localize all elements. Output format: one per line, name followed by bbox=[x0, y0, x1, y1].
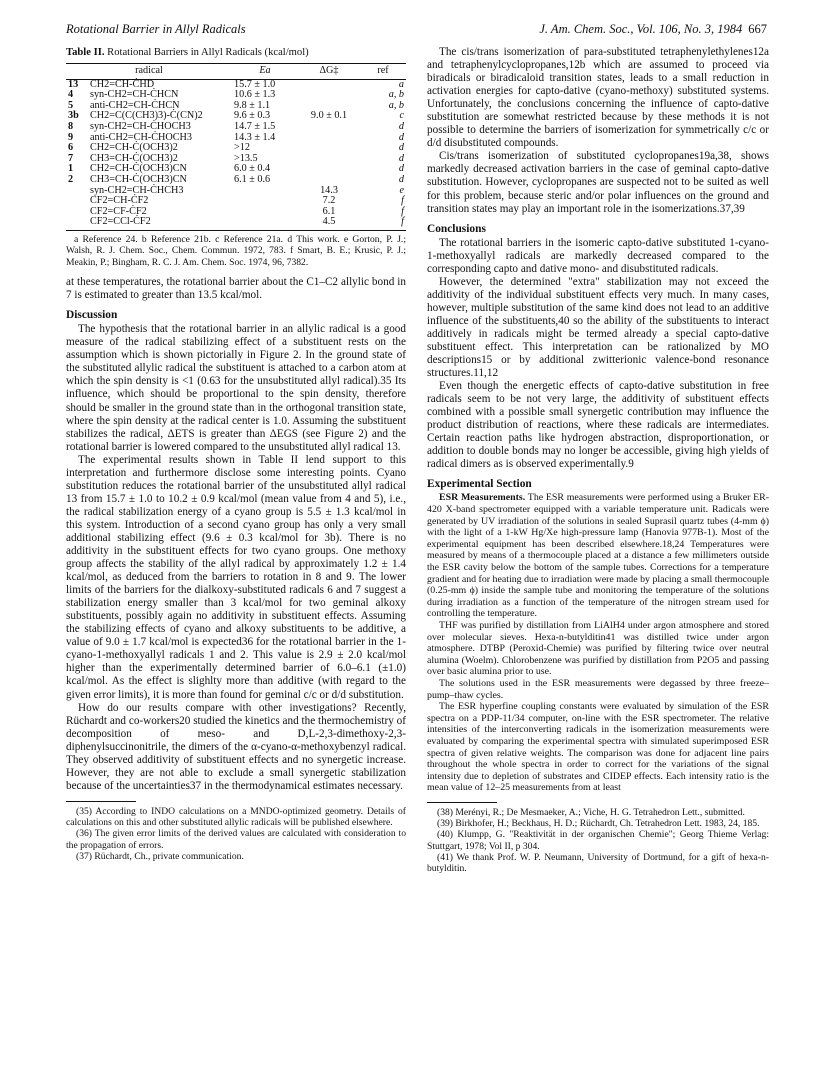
row-ref: f bbox=[401, 195, 404, 207]
table-caption bbox=[66, 46, 406, 59]
row-ref: d bbox=[398, 120, 404, 132]
row-radical: anti-CH2=CH-ĊHCN bbox=[90, 99, 180, 111]
table-label: Table II. bbox=[66, 47, 105, 58]
row-ea: 6.0 ± 0.4 bbox=[234, 163, 271, 175]
row-ref: f bbox=[360, 217, 406, 230]
esr-subheading: ESR Measurements. bbox=[439, 492, 526, 504]
conclusions-heading: Conclusions bbox=[427, 222, 486, 235]
row-dg bbox=[298, 133, 360, 144]
table-footnotes: a Reference 24. b Reference 21b. c Reference 21a. d This work. e Gorton, P. J.; Walsh, R. J. Chem. Soc., Chem. Commun. 1972, 783. f Smart, B. E.; Krusic, P. J.; Meakin, P.; Bingham, R. C. J. Am. Chem. Soc. 1974, 96, 7382. bbox=[66, 233, 406, 268]
row-ea: 14.7 ± 1.5 bbox=[234, 120, 276, 132]
row-ref: f bbox=[401, 205, 404, 217]
left-column bbox=[66, 46, 406, 862]
row-id bbox=[66, 196, 88, 207]
row-id: 1 bbox=[68, 163, 74, 175]
row-ea: 9.6 ± 0.3 bbox=[234, 110, 271, 122]
row-radical: CF2=CCl-ĊF2 bbox=[88, 217, 232, 230]
table-row bbox=[66, 217, 406, 230]
row-ea bbox=[232, 207, 298, 218]
row-dg bbox=[298, 164, 360, 175]
row-radical: syn-CH2=CH-ĊHCH3 bbox=[90, 184, 184, 196]
row-ea bbox=[232, 217, 298, 230]
row-dg bbox=[298, 90, 360, 101]
row-dg bbox=[298, 154, 360, 165]
running-head-left: Rotational Barrier in Allyl Radicals bbox=[66, 22, 246, 36]
row-ea: 6.1 ± 0.6 bbox=[234, 173, 271, 185]
row-id: 5 bbox=[68, 99, 74, 111]
row-ref: a, b bbox=[388, 99, 404, 111]
row-ea bbox=[232, 186, 298, 197]
row-dg bbox=[298, 122, 360, 133]
esr-text: The ESR measurements were performed using a Bruker ER-420 X-band spectrometer equipped with a variable temperature unit. Radicals were generated by UV irradiation of the solutions in sealed Suprasil quartz tubes (4-mm ϕ) with the light of a 1-kW Hg/Xe high-pressure lamp (Hanovia 977B-1). Most of the experimental equipment has been described elsewhere.18,24 Temperatures were measured by means of a thermocouple placed at a distance a few millimeters outside the ESR cavity below the bottom of the sample tubes. Corrections for a temperature gradient and for heating due to irradiation were made by placing a small thermocouple (0.25-mm ϕ) inside the sample tube and monitoring the temperature of the solutions during irradiation as a function of the temperature of the nitrogen stream used for controlling the temperature. bbox=[427, 492, 770, 620]
experimental-paragraph-1 bbox=[427, 492, 769, 620]
row-dg: 14.3 bbox=[320, 184, 338, 196]
discussion-heading: Discussion bbox=[66, 309, 118, 322]
row-id: 8 bbox=[68, 120, 74, 132]
running-head-right bbox=[539, 22, 767, 37]
row-dg bbox=[298, 175, 360, 186]
table-row bbox=[66, 175, 406, 186]
row-dg: 7.2 bbox=[322, 195, 336, 207]
footnote-36: (36) The given error limits of the derived values are calculated with consideration to the propagation of errors. bbox=[66, 828, 406, 851]
row-dg: 9.0 ± 0.1 bbox=[310, 110, 348, 122]
row-id bbox=[66, 186, 88, 197]
row-radical: CH3=CH-Ċ(OCH3)2 bbox=[90, 152, 178, 164]
row-ref: a, b bbox=[388, 89, 404, 101]
row-radical: CF2=CF-ĊF2 bbox=[90, 205, 147, 217]
row-ref: e bbox=[399, 184, 404, 196]
row-radical: CH2=CH-ĊHD bbox=[90, 78, 155, 90]
conclusions-paragraph-1: The rotational barriers in the isomeric capto-dative substituted 1-cyano-1-methoxyallyl radicals are markedly decreased compared to the corresponding capto and dative mono- and disubstituted radicals. bbox=[427, 236, 769, 275]
right-column bbox=[427, 46, 769, 874]
experimental-paragraph-3: The solutions used in the ESR measurements were degassed by three freeze–pump–thaw cycles. bbox=[427, 677, 769, 701]
row-dg bbox=[298, 143, 360, 154]
col-dg: ΔG‡ bbox=[298, 64, 360, 80]
discussion-paragraph-1: The hypothesis that the rotational barrier in an allylic radical is a good measure of the radical stabilizing effect of a substituent rests on the assumption which is shown pictorially in Figure 2. In the ground state of the substituted allylic radical the substituent is attached to a carbon atom at which the spin density is <1 (0.63 for the unsubstituted allyl radical).35 Its influence, which should be proportional to the spin density, therefore should be smaller in the ground state than in the orthogonal transition state, where the spin density at the radical center is 1.0. Assuming the substituent stabilizes the radical, ΔETS is greater than ΔEGS (see Figure 2) and the rotational barrier is lowered compared to the unsubstituted allyl radical 13. bbox=[66, 323, 406, 453]
table-body bbox=[66, 79, 406, 230]
row-dg: 4.5 bbox=[298, 217, 360, 230]
row-id bbox=[66, 217, 88, 230]
footnote-37: (37) Rüchardt, Ch., private communication. bbox=[76, 850, 244, 862]
row-id: 6 bbox=[68, 142, 74, 154]
row-ea bbox=[232, 196, 298, 207]
row-ea: >12 bbox=[234, 142, 250, 154]
row-dg: 6.1 bbox=[322, 205, 336, 217]
row-ea: >13.5 bbox=[234, 152, 258, 164]
footnote-rule bbox=[66, 801, 136, 802]
conclusions-paragraph-2: However, the determined "extra" stabilization may not exceed the additivity of the individual substituent effects very much. In many cases, however, multiple substitution of the same kind does not lead to an additive influence of the substituents,40 so the ability of the substituents to interact additively in radicals might be termed already a special capto-dative substituent effect. This interpretation can be rationalized by MO descriptions15 or by additional zwitterionic valence-bond resonance structures.11,12 bbox=[427, 275, 769, 380]
row-ea: 9.8 ± 1.1 bbox=[234, 99, 271, 111]
row-ea: 10.6 ± 1.3 bbox=[234, 89, 276, 101]
row-ref: c bbox=[399, 110, 404, 122]
table-title: Rotational Barriers in Allyl Radicals (kcal/mol) bbox=[107, 47, 309, 58]
row-radical: CH2=CH-Ċ(OCH3)2 bbox=[90, 142, 178, 154]
page-number: 667 bbox=[748, 22, 767, 36]
row-radical: anti-CH2=CH-ĊHOCH3 bbox=[90, 131, 192, 143]
row-ref: d bbox=[398, 173, 404, 185]
row-radical: syn-CH2=CH-ĊHOCH3 bbox=[90, 120, 191, 132]
row-ea: 14.3 ± 1.4 bbox=[234, 131, 276, 143]
footnote-41: (41) We thank Prof. W. P. Neumann, University of Dortmund, for a gift of hexa-n-butylditin. bbox=[427, 851, 769, 874]
intro-paragraph: at these temperatures, the rotational barrier about the C1–C2 allylic bond in 7 is estimated to greater than 13.5 kcal/mol. bbox=[66, 276, 406, 302]
col-ea: Ea bbox=[232, 64, 298, 80]
row-ea: 15.7 ± 1.0 bbox=[234, 78, 276, 90]
row-id bbox=[66, 207, 88, 218]
row-radical: CH3=CH-Ċ(OCH3)CN bbox=[90, 173, 187, 185]
discussion-paragraph-3: How do our results compare with other investigations? Recently, Rüchardt and co-workers20 studied the kinetics and the thermochemistry of decomposition of meso- and D,L-2,3-dimethoxy-2,3-diphenylsuccinonitrile, the dimers of the α-cyano-α-methoxybenzyl radical. They observed additivity of substituent effects and no synergetic increase. However, they are not able to exclude a small synergetic stabilization because of the uncertainties37 in the thermodynamical estimates necessary. bbox=[66, 701, 406, 792]
right-paragraph-1: The cis/trans isomerization of para-substituted tetraphenylethylenes12a and tetraphenylcyclopropanes,12b which are assumed to proceed via biradicals or biradicaloid transition states, leads to a small reduction in activation energies for capto-dative (cyano-methoxy) substituted systems. Unfortunately, the conclusions concerning the influence of capto-dative substitution are somewhat restricted because by these methods it is not possible to determine the barriers of isomerization for symmetrically c/c or d/d disubstituted compounds. bbox=[427, 46, 769, 150]
row-radical: CH2=CH-Ċ(OCH3)CN bbox=[90, 163, 187, 175]
row-ref: d bbox=[398, 131, 404, 143]
rotational-barrier-table bbox=[66, 63, 406, 231]
journal-citation: J. Am. Chem. Soc., Vol. 106, No. 3, 1984 bbox=[539, 22, 743, 36]
experimental-paragraph-4: The ESR hyperfine coupling constants were evaluated by simulation of the ESR spectra on a PDP-11/34 computer, on-line with the ESR spectrometer. The relative intensities of the interconverting radicals in the isomerization measurements were evaluated by comparing the experimental spectra with simulated superimposed ESR spectra of given relative weights. The comparison was done for adjacent line pairs throughout the whole spectra in order to correct for the variations of the signal intensity due to depletion of substrates and CIDEP effects. Each intensity ratio is the mean value of 12–25 measurements from at least bbox=[427, 701, 769, 794]
row-dg bbox=[298, 79, 360, 90]
row-id: 3b bbox=[68, 110, 79, 122]
row-ref: d bbox=[398, 163, 404, 175]
row-id: 2 bbox=[68, 173, 74, 185]
table-header-row bbox=[66, 64, 406, 80]
row-ref: a bbox=[398, 78, 404, 90]
row-id: 13 bbox=[68, 78, 79, 90]
row-id: 7 bbox=[68, 152, 74, 164]
discussion-paragraph-2: The experimental results shown in Table II lend support to this interpretation and furthermore disclose some interesting points. Cyano substitution reduces the rotational barrier of the unsubstituted allyl radical 13 from 15.7 ± 1.0 to 10.2 ± 0.9 kcal/mol (mean value from 4 and 5), i.e., the radical stabilization energy of a cyano group is 5.5 ± 1.3 kcal/mol in this system. Introduction of a second cyano group has only a very small additional stabilizing effect (9.6 ± 0.3 kcal/mol for 3b). There is no additivity in the substituent effects for two cyano groups. One methoxy group affects the stability of the allyl radical by approximately 1.2 ± 1.4 kcal/mol, as deduced from the barriers to rotation in 8 and 9. The lower limits of the barriers for the dialkoxy-substituted radicals 6 and 7 suggest a stabilization energy smaller than 3 kcal/mol for two geminal alkoxy substituents, possibly again no additivity in substituent effects. Assuming the stabilizing effects of cyano and alkoxy substituents to be additive, a value of 9.0 ± 1.7 kcal/mol is expected36 for the rotational barrier in the 1-cyano-1-methoxyallyl radicals 1 and 2. This value is 2.9 ± 2.0 kcal/mol higher than the experimentally determined barrier of 6.0–6.1 (±1.0) kcal/mol. As the effect is slighlty more than additive (with regard to the given error limits), it is more than found for geminal c/c or d/d substitution. bbox=[66, 453, 406, 701]
col-ref: ref bbox=[360, 64, 406, 80]
experimental-heading: Experimental Section bbox=[427, 478, 532, 491]
footnote-38: (38) Merényi, R.; De Mesmaeker, A.; Viche, H. G. Tetrahedron Lett., submitted. bbox=[437, 806, 745, 818]
conclusions-paragraph-3: Even though the energetic effects of capto-dative substitution in free radicals seem to be not very large, the additivity of substituent effects combined with a possible small synergetic contribution may influence the product distribution of reactions, where these radicals are intermediates. Certain reaction paths like hydrogen abstraction, disproportionation, or addition to double bonds may no longer be accessible, giving high yields of radical dimers as is observed experimentally.9 bbox=[427, 380, 769, 471]
footnote-35: (35) According to INDO calculations on a MNDO-optimized geometry. Details of calculations on this and other substituted allylic radicals will be published elsewhere. bbox=[66, 805, 406, 829]
row-id: 4 bbox=[68, 89, 74, 101]
footnote-39: (39) Birkhofer, H.; Beckhaus, H. D.; Rüchardt, Ch. Tetrahedron Lett. 1983, 24, 185. bbox=[437, 818, 760, 830]
col-radical: radical bbox=[66, 64, 232, 80]
experimental-paragraph-2: THF was purified by distillation from LiAlH4 under argon atmosphere and stored over molecular sieves. Hexa-n-butylditin41 was distilled twice under argon atmosphere. DTBP (Peroxid-Chemie) was purified by filtering twice over neutral alumina (Woelm). Chlorobenzene was purified by distillation from P2O5 and passing over basic alumina prior to use. bbox=[427, 619, 769, 678]
footnote-rule bbox=[427, 802, 497, 803]
footnote-40: (40) Klumpp, G. "Reaktivität in der organischen Chemie"; Georg Thieme Verlag: Stuttgart, 1978; Vol II, p 304. bbox=[427, 829, 769, 852]
row-ref: d bbox=[398, 152, 404, 164]
row-id: 9 bbox=[68, 131, 74, 143]
table-row bbox=[66, 122, 406, 133]
right-paragraph-2: Cis/trans isomerization of substituted cyclopropanes19a,38, shows markedly decreased activation barriers in the case of geminal capto-dative substitution. However, cyclopropanes are suspected not to be suited as well for this problem, because steric and/or polar influences on the ground and transition states may play an important role in the isomerizations.37,39 bbox=[427, 150, 769, 215]
row-radical: CF2=CH-ĊF2 bbox=[90, 195, 149, 207]
row-ref: d bbox=[398, 142, 404, 154]
row-radical: CH2=C(C(CH3)3)-Ċ(CN)2 bbox=[90, 110, 203, 122]
row-radical: syn-CH2=CH-ĊHCN bbox=[90, 89, 179, 101]
